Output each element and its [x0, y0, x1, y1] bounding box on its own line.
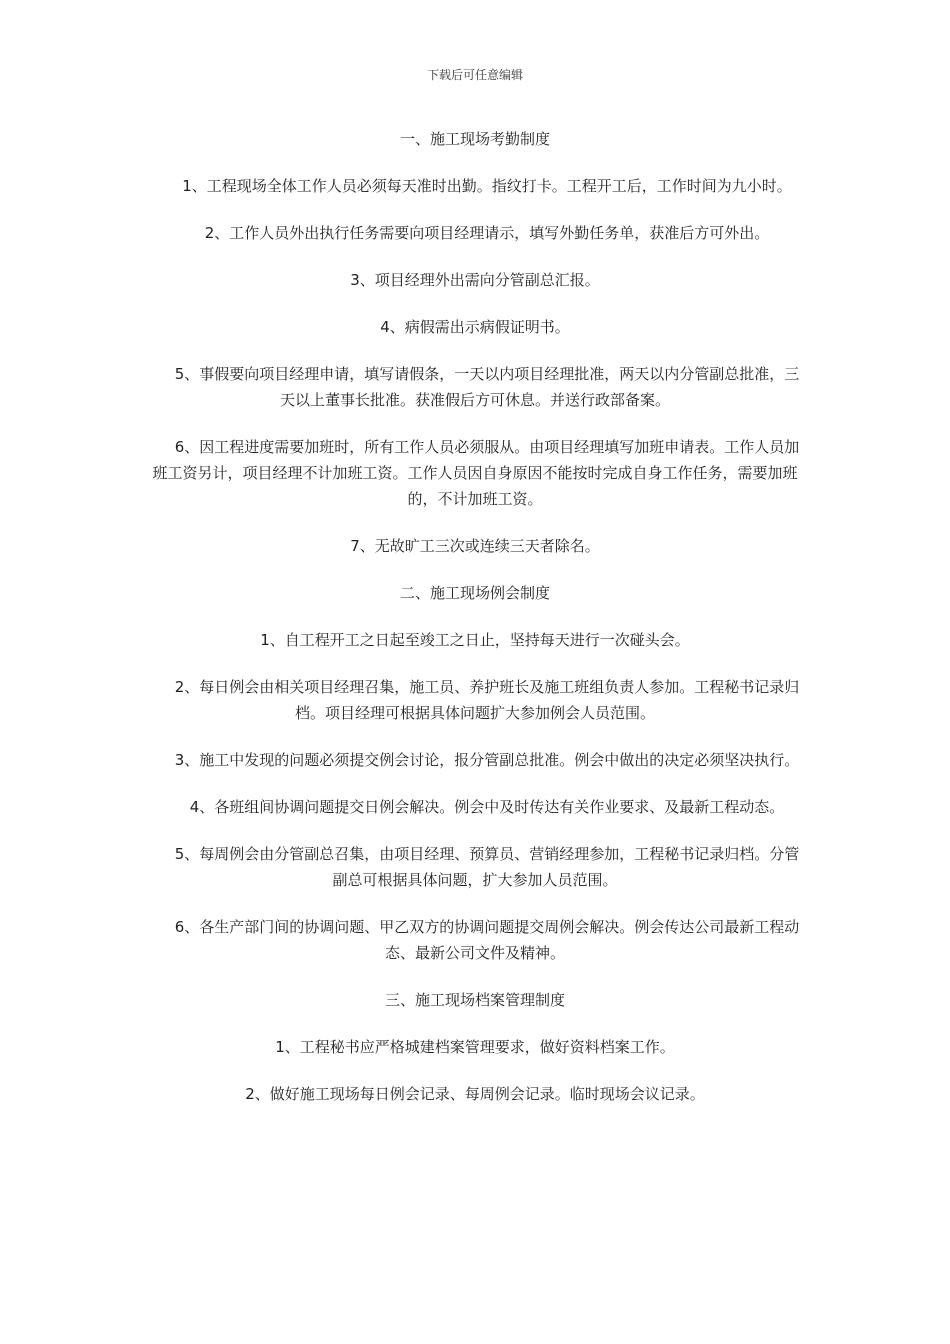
- archive-item-2: 2、做好施工现场每日例会记录、每周例会记录。临时现场会议记录。: [245, 1085, 705, 1103]
- attendance-item-6: 6、因工程进度需要加班时，所有工作人员必须服从。由项目经理填写加班申请表。工作人员加班工资另计，项目经理不计加班工资。工作人员因自身原因不能按时完成自身工作任务，需要加班的，不计加班工资。: [152, 438, 800, 508]
- attendance-item-3: 3、项目经理外出需向分管副总汇报。: [350, 271, 600, 289]
- attendance-item-7: 7、无故旷工三次或连续三天者除名。: [350, 537, 600, 555]
- archive-item-1: 1、工程秘书应严格城建档案管理要求，做好资料档案工作。: [275, 1038, 675, 1056]
- section-title-archive: 三、施工现场档案管理制度: [384, 991, 565, 1009]
- meeting-item-1: 1、自工程开工之日起至竣工之日止，坚持每天进行一次碰头会。: [260, 631, 690, 649]
- attendance-item-2: 2、工作人员外出执行任务需要向项目经理请示，填写外勤任务单，获准后方可外出。: [204, 224, 770, 242]
- meeting-item-5: 5、每周例会由分管副总召集，由项目经理、预算员、营销经理参加，工程秘书记录归档。分管副总可根据具体问题，扩大参加人员范围。: [174, 845, 800, 889]
- header-note: 下载后可任意编辑: [426, 68, 523, 82]
- document-body: [150, 126, 800, 1128]
- meeting-item-4: 4、各班组间协调问题提交日例会解决。例会中及时传达有关作业要求、及最新工程动态。: [189, 798, 785, 816]
- meeting-item-3: 3、施工中发现的问题必须提交例会讨论，报分管副总批准。例会中做出的决定必须坚决执行。: [174, 751, 800, 769]
- meeting-item-6: 6、各生产部门间的协调问题、甲乙双方的协调问题提交周例会解决。例会传达公司最新工程动态、最新公司文件及精神。: [174, 918, 800, 962]
- attendance-item-4: 4、病假需出示病假证明书。: [380, 318, 570, 336]
- meeting-item-2: 2、每日例会由相关项目经理召集，施工员、养护班长及施工班组负责人参加。工程秘书记录归档。项目经理可根据具体问题扩大参加例会人员范围。: [174, 678, 800, 722]
- attendance-item-5: 5、事假要向项目经理申请，填写请假条，一天以内项目经理批准，两天以内分管副总批准，三天以上董事长批准。获准假后方可休息。并送行政部备案。: [174, 365, 800, 409]
- attendance-item-1: 1、工程现场全体工作人员必须每天准时出勤。指纹打卡。工程开工后，工作时间为九小时。: [182, 177, 792, 195]
- section-title-meeting: 二、施工现场例会制度: [399, 584, 550, 602]
- section-title-attendance: 一、施工现场考勤制度: [399, 130, 550, 148]
